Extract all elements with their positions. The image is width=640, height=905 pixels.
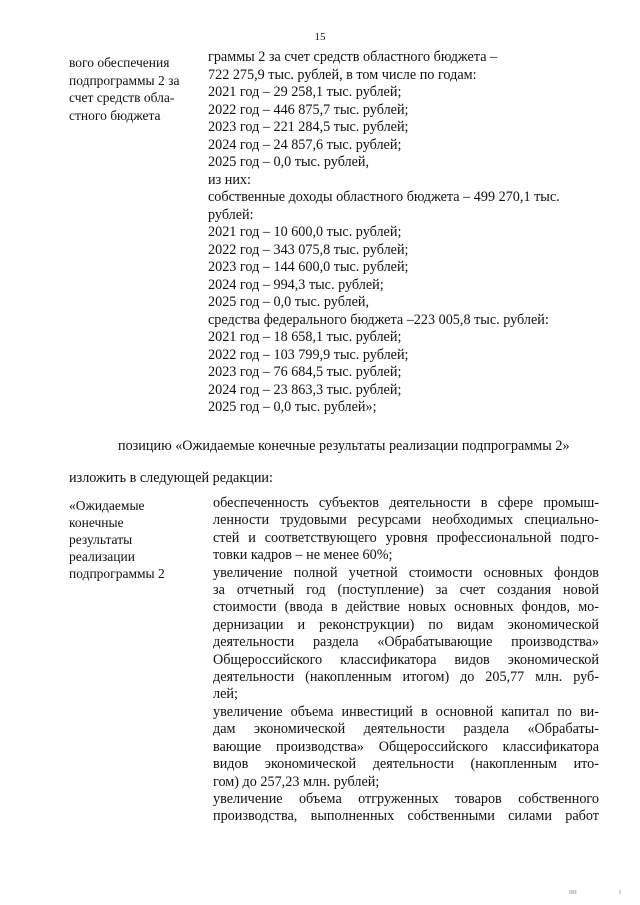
funding-line: 2023 год – 221 284,5 тыс. рублей;	[208, 119, 409, 135]
bottom-left-cell	[69, 497, 204, 582]
position-title-line: подпрограммы 2	[69, 566, 165, 581]
result-line: товки кадров – не менее 60%;	[213, 547, 393, 564]
result-line: видов экономической деятельности (накопленным ито-	[213, 756, 599, 773]
funding-line: 2024 год – 994,3 тыс. рублей;	[208, 276, 384, 293]
result-line: лей;	[213, 686, 238, 703]
result-line: за отчетный год (поступление) за счет создания новой	[213, 582, 599, 599]
top-left-line: подпрограммы 2 за	[69, 72, 180, 88]
funding-line: 2022 год – 103 799,9 тыс. рублей;	[208, 346, 409, 363]
result-line: дам экономической деятельности раздела «Обрабаты-	[213, 721, 599, 738]
result-line: деятельности раздела «Обрабатывающие производства»	[213, 634, 599, 651]
top-left-line: счет средств обла-	[69, 90, 175, 105]
funding-line: из них:	[208, 171, 251, 188]
funding-line: 2024 год – 23 863,3 тыс. рублей;	[208, 381, 402, 398]
top-left-cell	[69, 54, 204, 124]
result-line: увеличение объема инвестиций в основной капитал по ви-	[213, 703, 599, 720]
footer-mark-left: ıııı	[569, 888, 577, 896]
result-line: деятельности (накопленным итогом) до 205,77 млн. руб-	[213, 669, 599, 686]
funding-line: собственные доходы областного бюджета – 499 270,1 тыс.	[208, 189, 560, 205]
funding-line: 2025 год – 0,0 тыс. рублей»;	[208, 399, 377, 415]
position-title-line: конечные	[69, 515, 124, 530]
result-line: Общероссийского классификатора видов экономической	[213, 651, 599, 668]
intro-paragraph-line-2: изложить в следующей редакции:	[69, 470, 273, 486]
top-right-cell	[208, 49, 600, 417]
position-title-line: «Ожидаемые	[69, 498, 145, 513]
funding-line: 2023 год – 76 684,5 тыс. рублей;	[208, 364, 402, 380]
funding-line: рублей:	[208, 206, 254, 223]
expected-results-cell	[213, 495, 599, 826]
funding-line: 2023 год – 144 600,0 тыс. рублей;	[208, 259, 409, 275]
result-line: гом) до 257,23 млн. рублей;	[213, 773, 380, 790]
position-title-line: реализации	[69, 549, 135, 564]
result-line: производства, выполненных собственными силами работ	[213, 808, 599, 825]
result-line: стоимости (ввода в действие новых основных фондов, мо-	[213, 599, 599, 616]
result-line: стей и соответствующего уровня профессиональной подго-	[213, 529, 599, 546]
funding-line: 2024 год – 24 857,6 тыс. рублей;	[208, 136, 402, 153]
result-line: увеличение полной учетной стоимости основных фондов	[213, 564, 599, 581]
funding-line: 2021 год – 18 658,1 тыс. рублей;	[208, 329, 402, 345]
funding-line: средства федерального бюджета –223 005,8 тыс. рублей:	[208, 311, 549, 328]
top-left-line: вого обеспечения	[69, 55, 170, 70]
funding-line: 2025 год – 0,0 тыс. рублей,	[208, 294, 370, 310]
result-line: увеличение объема отгруженных товаров собственного	[213, 790, 599, 807]
intro-paragraph-line-1: позицию «Ожидаемые конечные результаты реализации подпрограммы 2»	[118, 438, 570, 454]
result-line: ленности трудовыми ресурсами необходимых специально-	[213, 512, 599, 529]
funding-line: 2021 год – 10 600,0 тыс. рублей;	[208, 224, 402, 240]
funding-line: 2021 год – 29 258,1 тыс. рублей;	[208, 84, 402, 100]
footer-mark-right: ı	[619, 888, 621, 896]
page-number: 15	[314, 31, 326, 43]
result-line: дернизации и реконструкции) по видам экономической	[213, 616, 599, 633]
funding-line: граммы 2 за счет средств областного бюджета –	[208, 49, 498, 65]
result-line: обеспеченность субъектов деятельности в сфере промыш-	[213, 495, 599, 511]
result-line: вающие производства» Общероссийского классификатора	[213, 738, 599, 755]
funding-line: 2022 год – 446 875,7 тыс. рублей;	[208, 101, 409, 118]
funding-line: 2022 год – 343 075,8 тыс. рублей;	[208, 241, 409, 258]
funding-line: 722 275,9 тыс. рублей, в том числе по годам:	[208, 66, 477, 83]
top-left-line: стного бюджета	[69, 107, 161, 123]
position-title-line: результаты	[69, 532, 133, 547]
funding-line: 2025 год – 0,0 тыс. рублей,	[208, 154, 370, 170]
